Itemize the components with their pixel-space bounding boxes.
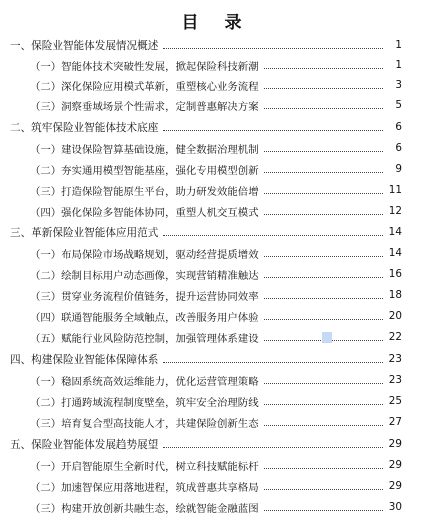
dot-leader [264, 256, 383, 257]
toc-entry-page: 1 [395, 39, 402, 51]
toc-entry-page: 23 [388, 353, 402, 365]
toc-entry-label: （三）贯穿业务流程价值链务，提升运营协同效率 [30, 290, 259, 303]
toc-entry-3-5[interactable] [0, 327, 423, 347]
toc-entry-page: 6 [395, 142, 402, 154]
toc-entry-page: 29 [388, 438, 402, 450]
toc-entry-page: 11 [388, 184, 402, 196]
toc-entry-label: （二）夯实通用模型智能基座，强化专用模型创新 [30, 164, 259, 177]
toc-entry-page: 23 [388, 374, 402, 386]
toc-entry-2-2[interactable] [0, 159, 423, 179]
dot-leader [163, 235, 383, 236]
toc-entry-page: 3 [395, 79, 402, 91]
toc-entry-3-3[interactable] [0, 285, 423, 305]
toc-entry-label: （二）加速智保应用落地进程，筑成普惠共享格局 [30, 481, 259, 494]
dot-leader [264, 383, 383, 384]
toc-entry-page: 20 [388, 310, 402, 322]
toc-entry-4-2[interactable] [0, 391, 423, 411]
dot-leader [264, 404, 383, 405]
dot-leader [264, 193, 383, 194]
toc-entry-label: 五、保险业智能体发展趋势展望 [10, 438, 159, 451]
dot-leader [264, 510, 383, 511]
toc-entry-3-4[interactable] [0, 306, 423, 326]
toc-entry-page: 25 [388, 395, 402, 407]
toc-entry-5-2[interactable] [0, 476, 423, 496]
toc-entry-page: 12 [388, 205, 402, 217]
toc-entry-2-1[interactable] [0, 138, 423, 158]
toc-entry-2[interactable] [0, 117, 423, 137]
toc-entry-1-3[interactable] [0, 95, 423, 115]
toc-entry-label: （三）培育复合型高技能人才，共建保险创新生态 [30, 417, 259, 430]
dot-leader [264, 88, 383, 89]
dot-leader [264, 68, 383, 69]
toc-entry-label: （四）联通智能服务全域触点，改善服务用户体验 [30, 311, 259, 324]
dot-leader [163, 447, 383, 448]
dot-leader [264, 172, 383, 173]
toc-entry-4[interactable] [0, 349, 423, 369]
toc-entry-page: 29 [388, 480, 402, 492]
toc-entry-page: 16 [388, 268, 402, 280]
toc-entry-label: 二、筑牢保险业智能体技术底座 [10, 121, 159, 134]
toc-entry-label: （二）深化保险应用模式革新，重塑核心业务流程 [30, 80, 259, 93]
toc-entry-label: （一）智能体技术突破性发展，掀起保险科技新潮 [30, 60, 259, 73]
dot-leader [264, 277, 383, 278]
dot-leader [264, 319, 383, 320]
toc-entry-page: 18 [388, 289, 402, 301]
toc-entry-page: 9 [395, 163, 402, 175]
toc-entry-label: 四、构建保险业智能体保障体系 [10, 353, 159, 366]
dot-leader [163, 48, 383, 49]
toc-entry-3[interactable] [0, 222, 423, 242]
toc-entry-page: 27 [388, 416, 402, 428]
toc-entry-label: （三）洞察垂域场景个性需求，定制普惠解决方案 [30, 100, 259, 113]
dot-leader [264, 151, 383, 152]
dot-leader [264, 108, 383, 109]
toc-entry-label: （四）强化保险多智能体协同，重塑人机交互模式 [30, 206, 259, 219]
toc-entry-page: 22 [388, 331, 402, 343]
toc-entry-5-1[interactable] [0, 455, 423, 475]
toc-entry-2-4[interactable] [0, 201, 423, 221]
toc-entry-page: 14 [388, 247, 402, 259]
toc-entry-label: （二）绘制目标用户动态画像，实现营销精准触达 [30, 269, 259, 282]
toc-entry-page: 6 [395, 121, 402, 133]
toc-entry-5[interactable] [0, 434, 423, 454]
toc-entry-4-1[interactable] [0, 370, 423, 390]
toc-entry-label: （二）打通跨域流程制度壁垒，筑牢安全治理防线 [30, 396, 259, 409]
toc-entry-page: 1 [395, 59, 402, 71]
toc-entry-label: （一）建设保险智算基础设施，健全数据治理机制 [30, 143, 259, 156]
toc-entry-2-3[interactable] [0, 180, 423, 200]
dot-leader [264, 340, 383, 341]
toc-entry-1[interactable] [0, 35, 423, 55]
toc-entry-1-2[interactable] [0, 75, 423, 95]
dot-leader [163, 362, 383, 363]
toc-entry-label: （一）稳固系统高效运维能力，优化运营管理策略 [30, 375, 259, 388]
toc-entry-label: （三）打造保险智能原生平台，助力研发效能倍增 [30, 185, 259, 198]
toc-entry-page: 30 [388, 501, 402, 513]
page-title: 目 录 [181, 13, 252, 33]
toc-entry-page: 29 [388, 459, 402, 471]
toc-entry-label: （五）赋能行业风险防范控制，加强管理体系建设 [30, 332, 259, 345]
dot-leader [264, 214, 383, 215]
toc-entry-page: 5 [395, 99, 402, 111]
dot-leader [264, 425, 383, 426]
toc-entry-page: 14 [388, 226, 402, 238]
toc-entry-1-1[interactable] [0, 55, 423, 75]
dot-leader [264, 468, 383, 469]
toc-entry-5-3[interactable] [0, 497, 423, 517]
dot-leader [264, 489, 383, 490]
dot-leader [264, 298, 383, 299]
toc-entry-label: （一）布局保险市场战略规划，驱动经营提质增效 [30, 248, 259, 261]
toc-entry-label: （一）开启智能原生全新时代，树立科技赋能标杆 [30, 460, 259, 473]
selection-highlight [322, 332, 332, 343]
toc-entry-label: （三）构建开放创新共融生态，绘就智能金融蓝图 [30, 502, 259, 515]
toc-entry-label: 一、保险业智能体发展情况概述 [10, 39, 159, 52]
toc-entry-3-2[interactable] [0, 264, 423, 284]
toc-entry-4-3[interactable] [0, 412, 423, 432]
toc-entry-label: 三、革新保险业智能体应用范式 [10, 226, 159, 239]
dot-leader [163, 130, 383, 131]
toc-entry-3-1[interactable] [0, 243, 423, 263]
